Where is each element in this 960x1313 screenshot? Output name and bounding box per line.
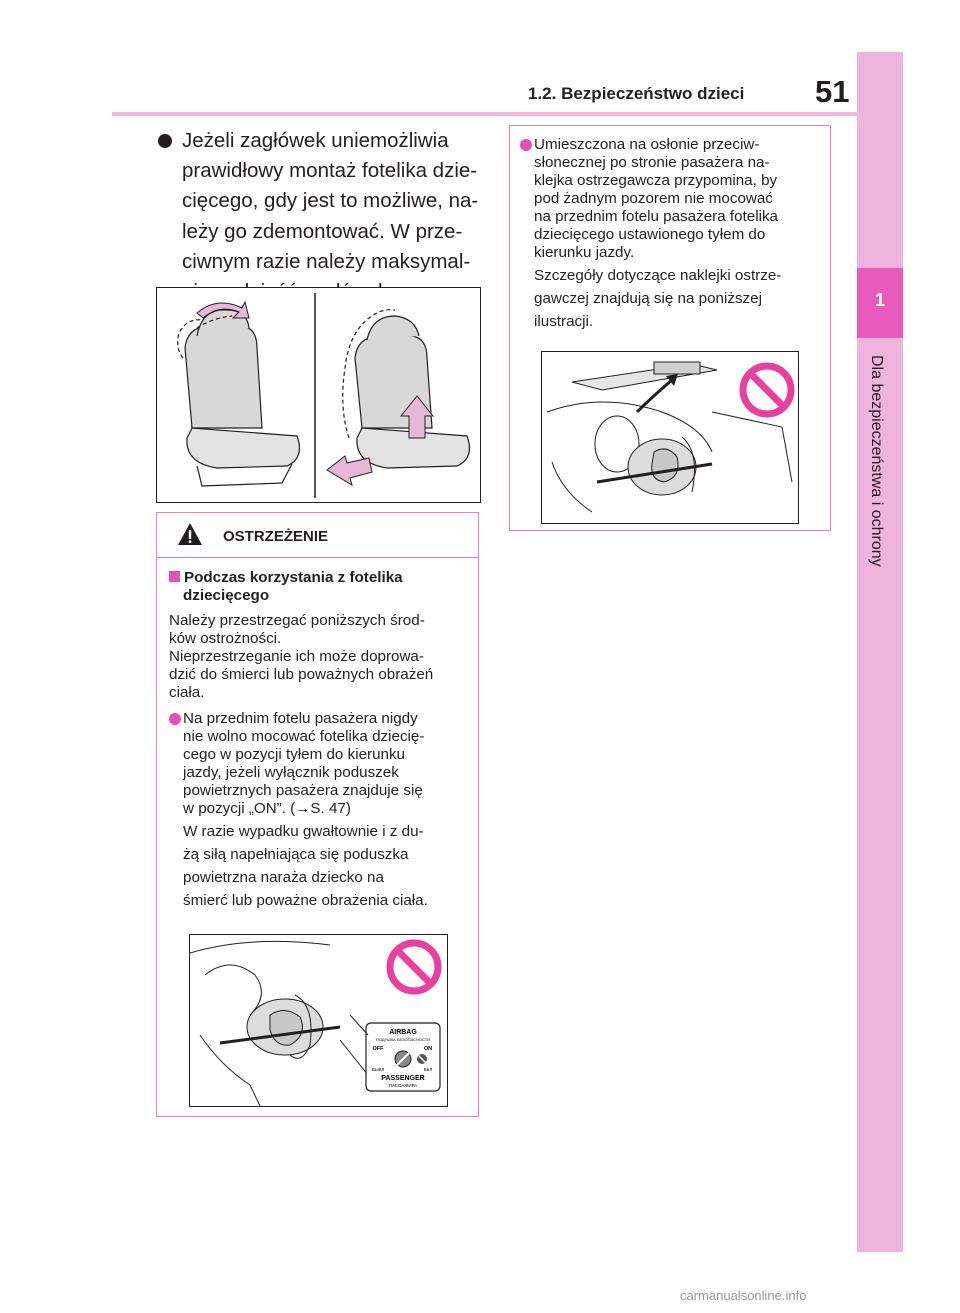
note-line: prawidłowy montaż fotelika dzie- [182, 159, 478, 183]
note-line: Umieszczona na osłonie przeciw- [534, 136, 760, 153]
point-extra-line: żą siłą napełniająca się poduszka [183, 846, 409, 863]
airbag-label-bottom-ru: ПАССАЖИРА [388, 1083, 418, 1088]
note-line: pod żadnym pozorem nie mocować [534, 190, 773, 207]
airbag-label-off-ru: ВЫКЛ [371, 1067, 385, 1072]
note-line: klejka ostrzegawcza przypomina, by [534, 172, 778, 189]
headrest-note [158, 126, 488, 307]
note-line: cięcego, gdy jest to możliwe, na- [182, 189, 479, 213]
subheading-line: dziecięcego [183, 587, 270, 604]
warning-box [156, 512, 479, 1117]
intro-line: Należy przestrzegać poniższych środ- [169, 612, 425, 629]
watermark: carmanualsonline.info [680, 1288, 807, 1303]
bullet-icon [158, 134, 172, 148]
note-line: leży go zdemontować. W prze- [182, 219, 463, 243]
sun-visor-illustration [541, 351, 799, 524]
section-title: 1.2. Bezpieczeństwo dzieci [528, 84, 745, 103]
sun-visor-note-box [509, 125, 831, 531]
airbag-label-on: ON [423, 1046, 433, 1052]
airbag-label-top: AIRBAG [389, 1029, 417, 1036]
note-line: kierunku jazdy. [534, 244, 635, 261]
seat-left-icon [178, 310, 300, 486]
point-line: w pozycji „ON”. (→S. 47) [183, 800, 351, 817]
seat-right-icon [343, 310, 470, 468]
airbag-label-off: OFF [372, 1046, 384, 1052]
push-arrow-icon [327, 456, 372, 485]
note-line: słonecznej po stronie pasażera na- [534, 154, 770, 171]
chapter-label: Dla bezpieczeństwa i ochrony [868, 355, 885, 567]
chapter-number: 1 [874, 290, 885, 310]
point-line: nie wolno mocować fotelika dziecię- [183, 728, 425, 745]
note-line: Jeżeli zagłówek uniemożliwia [182, 129, 449, 152]
warning-body [169, 569, 471, 912]
intro-line: ków ostrożności. [169, 630, 282, 647]
subheading-line: Podczas korzystania z fotelika [184, 569, 403, 586]
intro-line: Nieprzestrzeganie ich może doprowa- [169, 648, 424, 665]
note-line: ciwnym razie należy maksymal- [182, 249, 471, 273]
note-extra-line: ilustracji. [534, 313, 594, 330]
sun-visor-sticker [654, 362, 700, 374]
warning-header [157, 513, 478, 558]
warning-triangle-icon [177, 522, 203, 546]
point-line: cego w pozycji tyłem do kierunku [183, 746, 406, 763]
point-extra-line: powietrzna naraża dziecko na [183, 869, 384, 886]
sun-visor-drawing [542, 352, 798, 523]
note-extra-line: gawczej znajdują się na poniższej [534, 290, 762, 307]
point-line: powietrznych pasażera znajduje się [183, 782, 423, 799]
point-extra-line: W razie wypadku gwałtownie i z du- [183, 823, 424, 840]
airbag-drawing [190, 935, 447, 1106]
warning-subheading [169, 569, 471, 605]
note-line: na przednim fotelu pasażera fotelika [534, 208, 778, 225]
warning-intro [169, 612, 471, 702]
airbag-label-on-ru: ВКЛ [423, 1067, 433, 1072]
point-bullet-icon [169, 713, 181, 725]
point-bullet-icon [520, 139, 532, 151]
headrest-illustration [156, 287, 481, 503]
airbag-illustration [189, 934, 448, 1107]
warning-title: OSTRZEŻENIE [223, 528, 329, 545]
square-bullet-icon [169, 571, 180, 582]
header-rule [112, 112, 857, 116]
airbag-label-bottom: PASSENGER [381, 1075, 425, 1082]
seat-drawing [157, 288, 480, 502]
note-extra-line: Szczegóły dotyczące naklejki ostrze- [534, 267, 782, 284]
warning-point [169, 710, 471, 912]
point-extra-line: śmierć lub poważne obrażenia ciała. [183, 892, 428, 909]
point-line: jazdy, jeżeli wyłącznik poduszek [183, 764, 399, 781]
intro-line: dzić do śmierci lub poważnych obrażeń [169, 666, 434, 683]
sun-visor-note [520, 136, 824, 333]
page-number: 51 [815, 74, 850, 109]
intro-line: ciała. [169, 684, 205, 701]
note-line: dziecięcego ustawionego tyłem do [534, 226, 766, 243]
side-tab-strip [857, 52, 903, 1252]
airbag-label-top-ru: ПОДУШКА БЕЗОПАСНОСТИ [375, 1037, 431, 1042]
point-line: Na przednim fotelu pasażera nigdy [183, 710, 418, 727]
